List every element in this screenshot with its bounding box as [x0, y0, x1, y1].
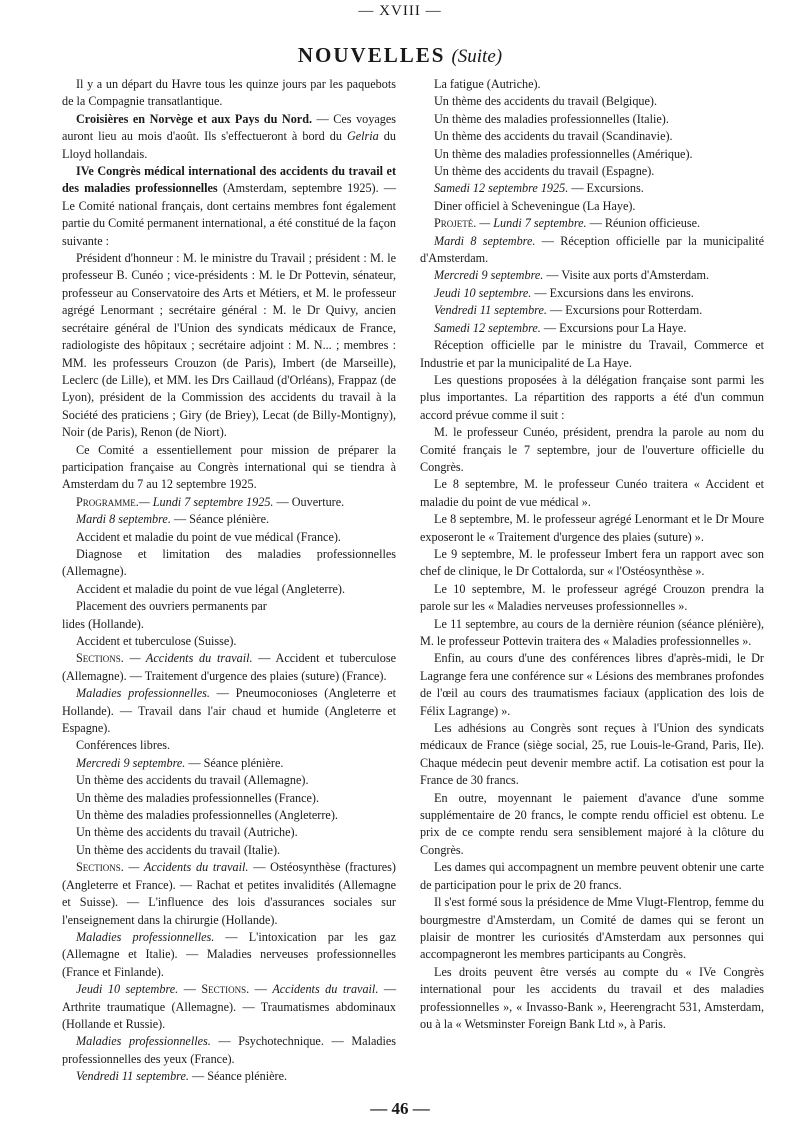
program-line: Accident et tuberculose (Suisse).: [76, 634, 237, 648]
program-line: Mardi 8 septembre. — Réception officielle par la municipalité d'Amsterdam.: [420, 233, 764, 266]
program-line: Un thème des maladies professionnelles (Angleterre).: [76, 808, 338, 823]
program-line: Accident et maladie du point de vue médical (France).: [76, 529, 341, 544]
program-line: Vendredi 11 septembre. — Séance plénière.: [76, 1069, 288, 1084]
program-line: Conférences libres.: [76, 738, 171, 753]
paragraph: Croisières en Norvège et aux Pays du Nord. — Ces voyages auront lieu au mois d'août. Ils s'effectueront à bord du Gelria du Lloyd hollandais.: [62, 111, 397, 161]
program-line: La fatigue (Autriche).: [434, 77, 541, 91]
program-line: Un thème des accidents du travail (Belgique).: [434, 94, 658, 109]
program-line: Maladies professionnelles. — Psychotechnique. — Maladies professionnelles des yeux (France).: [62, 1034, 396, 1066]
program-line: Maladies professionnelles. — Pneumoconioses (Angleterre et Hollande). — Travail dans l'air chaud et humide (Angleterre et Espagne).: [62, 686, 396, 736]
paragraph: Les questions proposées à la délégation française sont parmi les plus importantes. La répartition des rapports a été d'un commun accord prévue comme il suit :: [420, 372, 764, 422]
left-column: [62, 76, 396, 1086]
program-line: Un thème des accidents du travail (Scandinavie).: [434, 129, 673, 144]
program-line: Un thème des accidents du travail (Italie).: [76, 842, 281, 857]
title-text: NOUVELLES: [297, 43, 446, 67]
paragraph: Ce Comité a essentiellement pour mission de préparer la participation française au Congrès international qui se tiendra à Amsterdam du 7 au 12 septembre 1925.: [62, 442, 396, 492]
paragraph: Les dames qui accompagnent un membre peuvent obtenir une carte de participation pour le prix de 20 francs.: [420, 860, 764, 892]
heading-inline: IVe Congrès médical international des accidents du travail et des maladies professionnelles: [62, 164, 396, 196]
paragraph: Le 8 septembre, M. le professeur agrégé Lenormant et le Dr Moure exposeront le « Traitement d'urgence des plaies (suture) ».: [420, 512, 764, 544]
page-title: [0, 42, 800, 70]
program-line: Un thème des accidents du travail (Allemagne).: [76, 773, 309, 788]
program-line: Mercredi 9 septembre. — Visite aux ports d'Amsterdam.: [434, 268, 710, 283]
program-line: Samedi 12 septembre. — Excursions pour La Haye.: [434, 320, 687, 335]
program-line: Maladies professionnelles. — L'intoxication par les gaz (Allemagne et Italie). — Maladies nerveuses professionnelles (France et Finlande).: [62, 929, 396, 979]
paragraph: Enfin, au cours d'une des conférences libres d'après-midi, le Dr Lagrange fera une conférence sur « Lésions des membranes profondes de l'œil au cours des traumatismes faciaux (application des lois de Félix Lagrange) ».: [420, 651, 764, 718]
paragraph: Le 8 septembre, M. le professeur Cunéo traitera « Accident et maladie du point de vue médical ».: [420, 477, 764, 509]
paragraph: Le 9 septembre, M. le professeur Imbert fera un rapport avec son chef de clinique, le Dr Cottalorda, sur « l'Ostéosynthèse ».: [420, 546, 764, 579]
program-line: Diagnose et limitation des maladies professionnelles (Allemagne).: [62, 546, 396, 579]
program-line: Placement des ouvriers permanents par: [76, 599, 267, 614]
paragraph: M. le professeur Cunéo, président, prendra la parole au nom du Comité français le 7 septembre, jour de l'ouverture officielle du Congrès.: [420, 425, 764, 474]
program-line: Mercredi 9 septembre. — Séance plénière.: [76, 755, 284, 770]
program-line: Mardi 8 septembre. — Séance plénière.: [76, 512, 270, 527]
heading-inline: Croisières en Norvège et aux Pays du Nord.: [76, 111, 313, 126]
ship-name: Gelria: [346, 129, 379, 144]
program-line: Un thème des maladies professionnelles (Italie).: [434, 111, 669, 126]
program-line: Jeudi 10 septembre. — Sections. — Accidents du travail. — Arthrite traumatique (Allemagne). — Traumatismes abdominaux (Hollande et Russie).: [62, 982, 397, 1031]
program-line: Un thème des accidents du travail (Autriche).: [76, 825, 298, 840]
page-roman-numeral: — XVIII —: [358, 3, 442, 19]
program-line: Diner officiel à Scheveningue (La Haye).: [434, 198, 636, 213]
program-line: Sections. — Accidents du travail. — Ostéosynthèse (fractures) (Angleterre et France). — Rachat et petites invalidités (Allemagne et Suisse). — L'influence des lois d'assurances sociales sur l'enseignement dans la chirurgie (Hollande).: [62, 860, 396, 927]
program-line: Un thème des maladies professionnelles (Amérique).: [434, 146, 693, 161]
program-line: Un thème des maladies professionnelles (France).: [76, 790, 319, 805]
program-line: Projeté. — Lundi 7 septembre. — Réunion officieuse.: [434, 216, 701, 231]
paragraph: Les adhésions au Congrès sont reçues à l'Union des syndicats médicaux de France (siège social, 25, rue Louis-le-Grand, Paris, IIe). Chaque médecin peut devenir membre actif. La cotisation est pour la France de 30 francs.: [420, 721, 764, 788]
paragraph: Il y a un départ du Havre tous les quinze jours par les paquebots de la Compagnie transatlantique.: [62, 77, 396, 109]
program-line: Accident et maladie du point de vue légal (Angleterre).: [76, 581, 346, 596]
paragraph: Le 10 septembre, M. le professeur agrégé Crouzon prendra la parole sur les « Maladies nerveuses professionnelles ».: [420, 581, 764, 614]
page-number: — 46 —: [370, 1099, 430, 1118]
right-column: [420, 76, 764, 1033]
paragraph: En outre, moyennant le paiement d'avance d'une somme supplémentaire de 20 francs, le compte rendu officiel est obtenu. Le prix de ce compte rendu sera sensiblement majoré à la clôture du Congrès.: [420, 790, 764, 857]
program-line: lides (Hollande).: [62, 616, 144, 631]
program-line: Sections. — Accidents du travail. — Accident et tuberculose (Allemagne). — Traitement d'urgence des plaies (suture) (France).: [62, 651, 396, 683]
paragraph: Les droits peuvent être versés au compte du « IVe Congrès international pour les accidents du travail et des maladies professionnelles », « Invasso-Bank », Heerengracht 531, Amsterdam, ou à la « Wetsminster Foreign Bank Ltd », à Paris.: [420, 964, 764, 1031]
title-suite: (Suite): [451, 46, 503, 67]
paragraph: Il s'est formé sous la présidence de Mme Vlugt-Flentrop, femme du bourgmestre d'Amsterdam, un Comité de dames qui se feront un plaisir de montrer les curiosités d'Amsterdam aux personnes qui accompagneront les membres participants au Congrès.: [420, 895, 764, 962]
paragraph: Le 11 septembre, au cours de la dernière réunion (séance plénière), M. le professeur Pottevin traitera des « Maladies professionnelles ».: [420, 616, 764, 648]
paragraph: Président d'honneur : M. le ministre du Travail ; président : M. le professeur B. Cunéo ; vice-présidents : M. le Dr Pottevin, sénateur, professeur au Conservatoire des Arts et Métiers, et M. le professeur agrégé Lenormant ; secrétaire général : M. le Dr Quivy, ancien secrétaire général de l'Union des syndicats médicaux de France, radiologiste des hôpitaux ; secrétaire adjoint : M. N... ; membres : MM. les professeurs Crouzon (de Paris), Imbert (de Marseille), Leclerc (de Lille), et MM. les Drs Caillaud (d'Orléans), Frappaz (de Lyon), président de la Commission des accidents du travail à la Société des praticiens ; Giry (de Briey), Lecat (de Billy-Montigny), Noir (de Paris), Renon (de Niort).: [62, 251, 396, 440]
program-line: Vendredi 11 septembre. — Excursions pour Rotterdam.: [434, 303, 703, 318]
paragraph: Réception officielle par le ministre du Travail, Commerce et Industrie et par la municipalité de La Haye.: [420, 338, 764, 370]
paragraph: IVe Congrès médical international des accidents du travail et des maladies professionnelles (Amsterdam, septembre 1925). — Le Comité national français, dont certains membres font également partie du Comité permanent international, a été constitué de la façon suivante :: [62, 164, 397, 248]
program-line: Un thème des accidents du travail (Espagne).: [434, 164, 655, 179]
program-line: Samedi 12 septembre 1925. — Excursions.: [434, 181, 644, 196]
program-line: Programme.— Lundi 7 septembre 1925. — Ouverture.: [76, 494, 345, 509]
program-line: Jeudi 10 septembre. — Excursions dans les environs.: [434, 285, 694, 300]
